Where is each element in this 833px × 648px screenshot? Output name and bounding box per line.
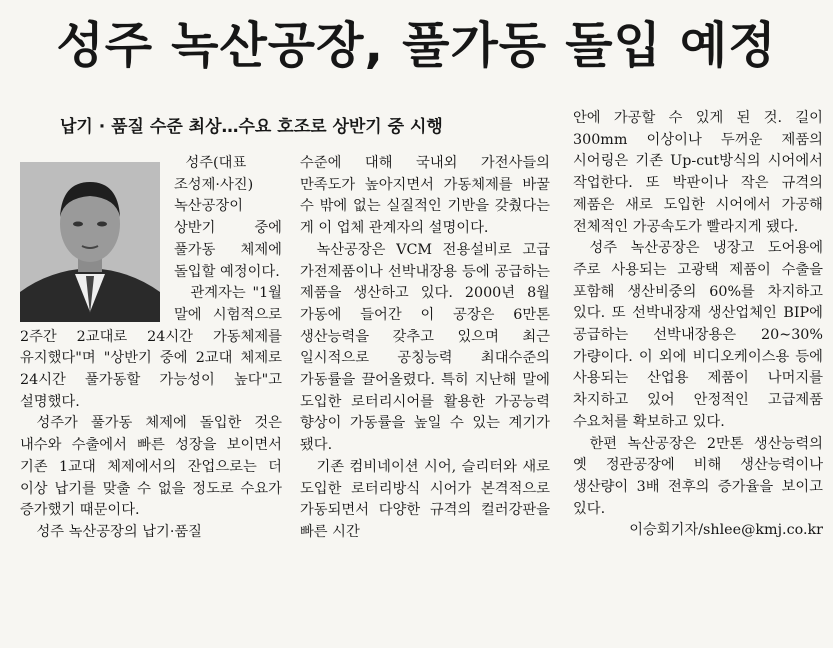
paragraph: 성주 녹산공장의 납기·품질 [36, 523, 202, 540]
paragraph: 한편 녹산공장은 2만톤 생산능력의 옛 정관공장에 비해 생산능력이나 생산량이 3배 전후의 증가율을 보이고 있다. [573, 435, 823, 517]
paragraph: 기존 컴비네이션 시어, 슬리터와 새로 도입한 로터리방식 시어가 본격적으로 가동되면서 다양한 규격의 컬러강판을 빠른 시간 [300, 458, 550, 540]
subheadline: 납기 · 품질 수준 최상…수요 호조로 상반기 중 시행 [60, 117, 443, 137]
headline: 성주 녹산공장, 풀가동 돌입 예정 [56, 17, 777, 74]
paragraph: 수준에 대해 국내외 가전사들의 만족도가 높아지면서 가동체제를 바꿀 수 밖에 없는 실질적인 기반을 갖췄다는 게 이 업체 관계자의 설명이다. [300, 155, 550, 237]
paragraph: 안에 가공할 수 있게 된 것. 길이 300mm 이상이나 두꺼운 제품의 시어링은 기존 Up-cut방식의 시어에서 작업한다. 또 박판이나 작은 규격의 제품은 새로 도입한 시어에서 가공해 전체적인 가공속도가 빨라지게 됐다. [573, 110, 823, 235]
article-column-2 [300, 153, 550, 544]
paragraph: 성주 녹산공장은 냉장고 도어용에 주로 사용되는 고광택 제품이 수출을 포함해 생산비중의 60%를 차지하고 있다. 또 선박내장재 생산업체인 BIP에 공급하는 선박내장용은 20∼30% 가량이다. 이 외에 비디오케이스용 등에 사용되는 산업용 제품이 나머지를 차지하고 있어 안정적인 고급제품 수요처를 확보하고 있다. [573, 240, 823, 430]
portrait-photo [20, 162, 160, 322]
byline: 이승회기자/shlee@kmj.co.kr [629, 522, 823, 539]
article-column-3 [573, 108, 823, 542]
paragraph: 성주가 풀가동 체제에 돌입한 것은 내수와 수출에서 빠른 성장을 보이면서 기존 1교대 체제에서의 잔업으로는 더 이상 납기를 맞출 수 없을 정도로 수요가 증가했기 때문이다. [20, 415, 282, 519]
paragraph: 관계자는 "1월 말에 시험적으로 2주간 2교대로 24시간 가동체제를 유지했다"며 "상반기 중에 2교대 체제로 24시간 풀가동할 가능성이 높다"고 설명했다. [20, 285, 282, 410]
paragraph: 성주(대표 조성제·사진) 녹산공장이 상반기 중에 풀가동 체제에 돌입할 예정이다. [174, 155, 282, 280]
article-column-1 [20, 153, 282, 544]
paragraph: 녹산공장은 VCM 전용설비로 고급 가전제품이나 선박내장용 등에 공급하는 제품을 생산하고 있다. 2000년 8월 가동에 들어간 이 공장은 6만톤 생산능력을 갖추고 있으며 최근 일시적으로 공칭능력 최대수준의 가동률을 끌어올렸다. 특히 지난해 말에 도입한 로터리시어를 활용한 가공능력 향상이 가동률을 높일 수 있는 계기가 됐다. [300, 241, 550, 454]
